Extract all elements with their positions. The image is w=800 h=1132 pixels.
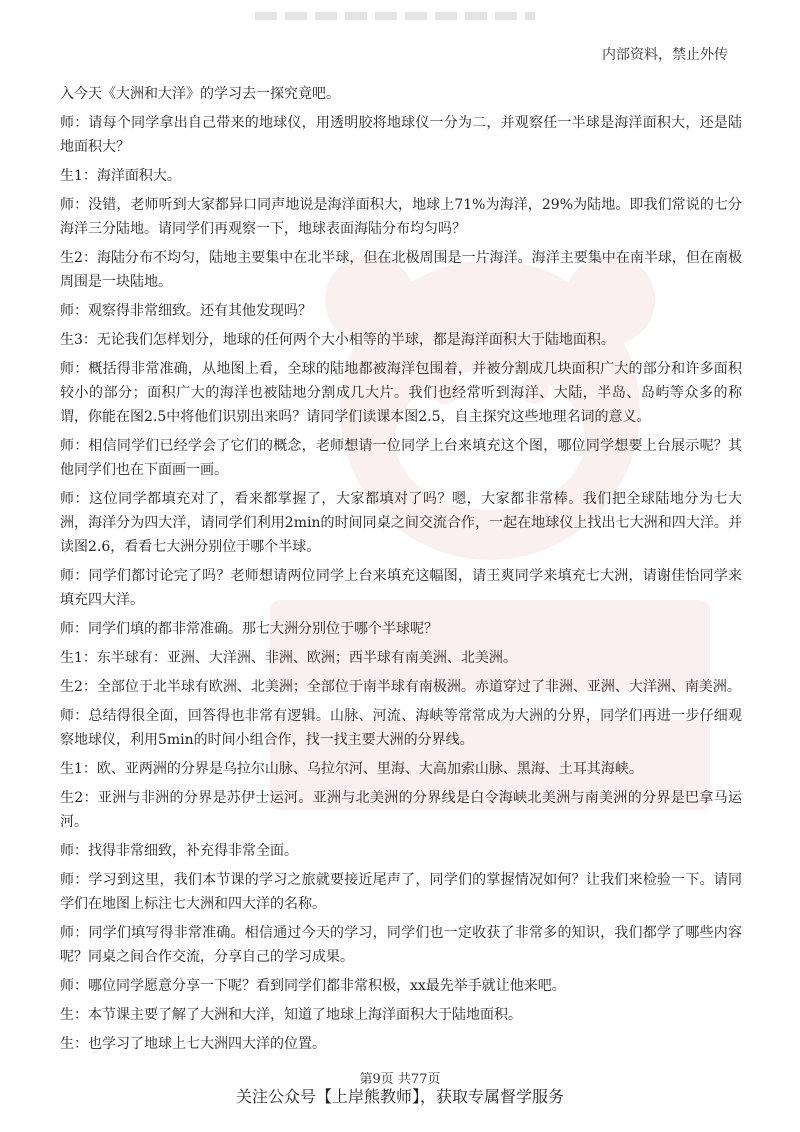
paragraph: 师：学习到这里，我们本节课的学习之旅就要接近尾声了，同学们的掌握情况如何？让我们来检验一下。请同学们在地图上标注七大洲和四大洋的名称。 (60, 872, 742, 912)
paragraph: 师：没错，老师听到大家都异口同声地说是海洋面积大，地球上71%为海洋，29%为陆地。即我们常说的七分海洋三分陆地。请同学们再观察一下，地球表面海陆分布均匀吗？ (60, 197, 742, 237)
paragraph: 师：同学们填写得非常准确。相信通过今天的学习，同学们也一定收获了非常多的知识，我们都学了哪些内容呢？同桌之间合作交流，分享自己的学习成果。 (60, 925, 742, 965)
paragraph: 师：找得非常细致，补充得非常全面。 (60, 843, 298, 859)
paragraph: 生1：海洋面积大。 (60, 168, 181, 184)
paragraph: 师：哪位同学愿意分享一下呢？看到同学们都非常积极，xx最先举手就让他来吧。 (60, 978, 566, 994)
paragraph: 生2：全部位于北半球有欧洲、北美洲；全部位于南半球有南极洲。赤道穿过了非洲、亚洲、大洋洲、南美洲。 (60, 679, 741, 695)
paragraph: 入今天《大洲和大洋》的学习去一探究竟吧。 (60, 86, 340, 102)
paragraph: 生3：无论我们怎样划分，地球的任何两个大小相等的半球，都是海洋面积大于陆地面积。 (60, 332, 615, 348)
paragraph: 生2：亚洲与非洲的分界是苏伊士运河。亚洲与北美洲的分界线是白令海峡北美洲与南美洲的分界是巴拿马运河。 (60, 790, 742, 830)
paragraph: 生：本节课主要了解了大洲和大洋，知道了地球上海洋面积大于陆地面积。 (60, 1007, 522, 1023)
paragraph: 师：观察得非常细致。还有其他发现吗？ (60, 303, 312, 319)
paragraph: 生1：东半球有：亚洲、大洋洲、非洲、欧洲；西半球有南美洲、北美洲。 (60, 650, 517, 666)
cropped-header-strip (255, 12, 535, 20)
page-indicator: 第9页 共77页 (359, 1072, 441, 1087)
paragraph: 师：请每个同学拿出自己带来的地球仪，用透明胶将地球仪一分为二，并观察任一半球是海洋面积大，还是陆地面积大？ (60, 115, 742, 155)
paragraph: 师：同学们填的都非常准确。那七大洲分别位于哪个半球呢？ (60, 621, 438, 637)
promo-footer: 关注公众号【上岸熊教师】，获取专属督学服务 (235, 1087, 564, 1106)
paragraph: 生1：欧、亚两洲的分界是乌拉尔山脉、乌拉尔河、里海、大高加索山脉、黑海、土耳其海峡。 (60, 761, 643, 777)
paragraph: 生2：海陆分布不均匀，陆地主要集中在北半球，但在北极周围是一片海洋。海洋主要集中在南半球，但在南极周围是一块陆地。 (60, 250, 742, 290)
paragraph: 师：相信同学们已经学会了它们的概念，老师想请一位同学上台来填充这个图，哪位同学想要上台展示呢？其他同学们也在下面画一画。 (60, 438, 742, 478)
paragraph: 生：也学习了地球上七大洲四大洋的位置。 (60, 1036, 326, 1052)
paragraph: 师：总结得很全面，回答得也非常有逻辑。山脉、河流、海峡等常常成为大洲的分界，同学们再进一步仔细观察地球仪，利用5min的时间小组合作，找一找主要大洲的分界线。 (60, 708, 742, 748)
paragraph: 师：同学们都讨论完了吗？老师想请两位同学上台来填充这幅图，请王爽同学来填充七大洲，请谢佳怡同学来填充四大洋。 (60, 568, 742, 608)
internal-material-notice: 内部资料，禁止外传 (602, 47, 728, 63)
paragraph: 师：这位同学都填充对了，看来都掌握了，大家都填对了吗？嗯，大家都非常棒。我们把全球陆地分为七大洲，海洋分为四大洋，请同学们利用2min的时间同桌之间交流合作，一起在地球仪上找出七大洲和四大洋。并读图2.6，看看七大洲分别位于哪个半球。 (60, 491, 742, 555)
lesson-transcript (60, 82, 742, 1061)
paragraph: 师：概括得非常准确，从地图上看，全球的陆地都被海洋包围着，并被分割成几块面积广大的部分和许多面积较小的部分；面积广大的海洋也被陆地分割成几大片。我们也经常听到海洋、大陆，半岛、岛屿等众多的称谓，你能在图2.5中将他们识别出来吗？请同学们读课本图2.5，自主探究这些地理名词的意义。 (60, 361, 742, 425)
